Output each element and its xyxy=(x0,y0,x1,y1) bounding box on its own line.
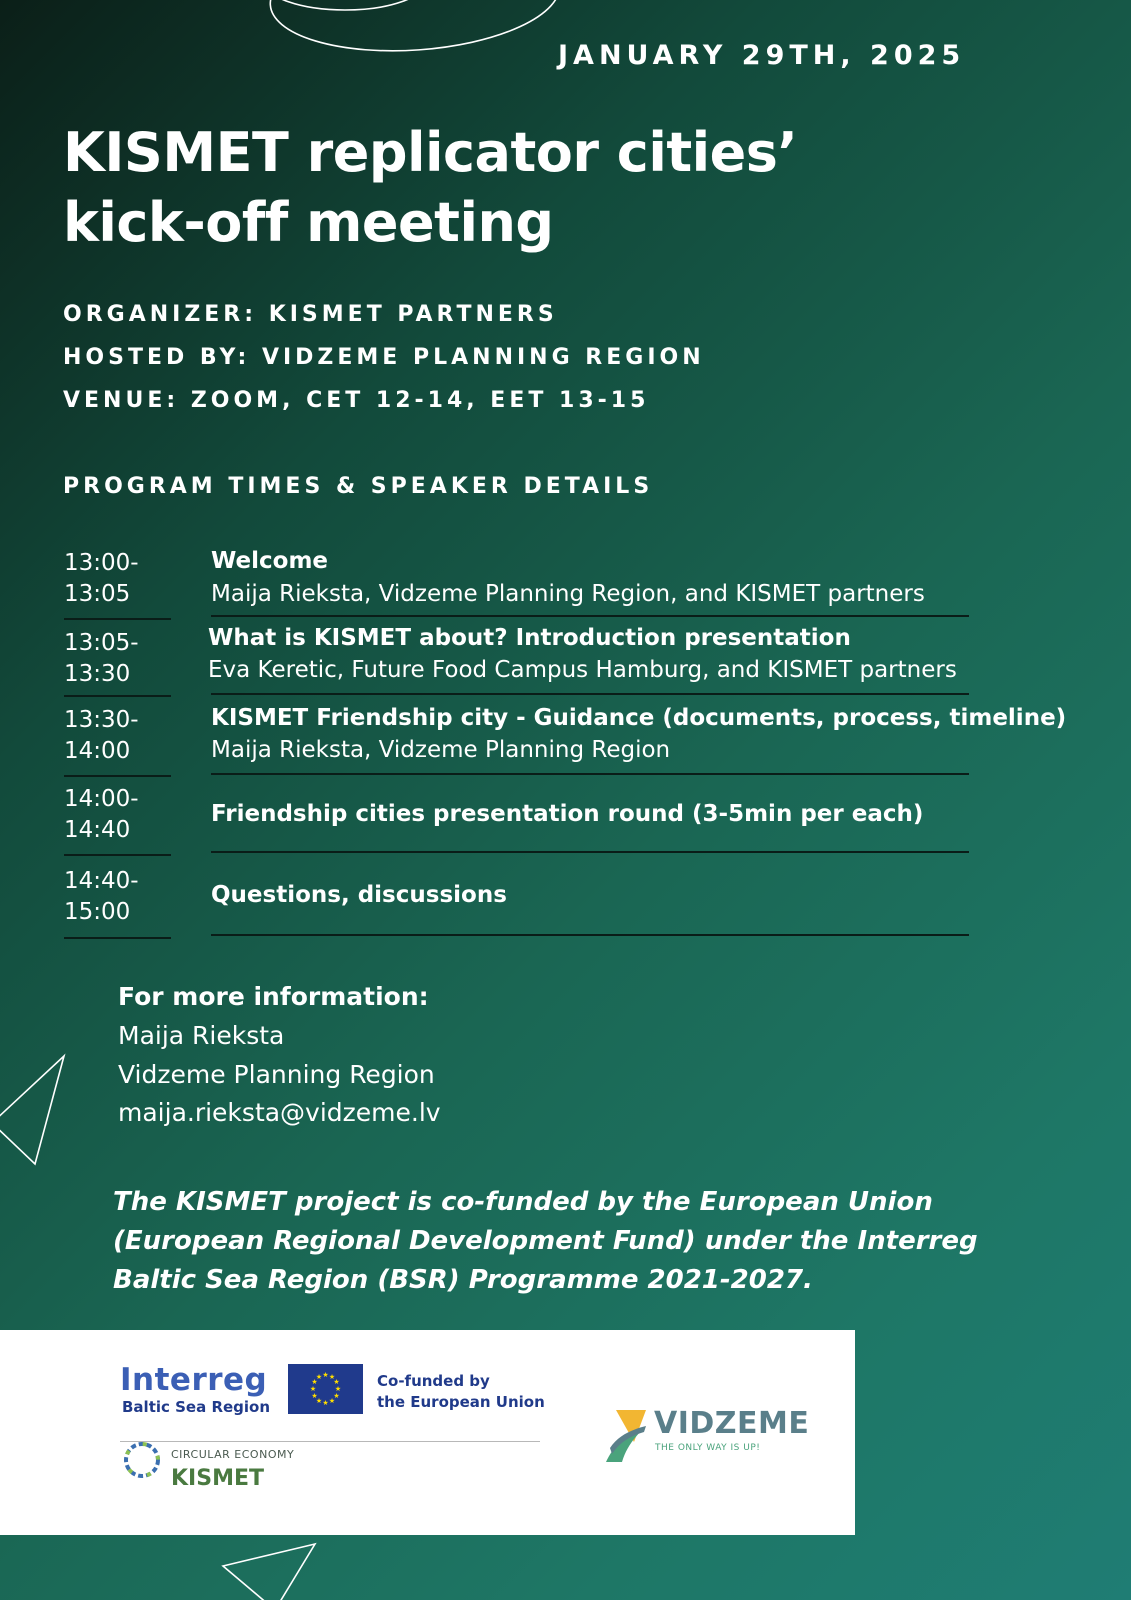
time-divider xyxy=(64,775,171,777)
title-line-1: KISMET replicator cities’ xyxy=(63,121,798,184)
funding-note: The KISMET project is co-funded by the European Union (European Regional Development Fund) under the Interreg Baltic Sea Region (BSR) Programme 2021-2027. xyxy=(113,1187,978,1295)
time-end: 14:00 xyxy=(64,738,131,764)
cofunded-line-2: the European Union xyxy=(377,1393,545,1411)
row-divider xyxy=(211,773,969,775)
svg-text:★: ★ xyxy=(333,1378,340,1386)
eu-stars-icon xyxy=(288,1364,363,1414)
circular-economy-label: CIRCULAR ECONOMY xyxy=(171,1448,295,1461)
circular-economy-icon xyxy=(120,1438,164,1482)
program-topic: What is KISMET about? Introduction presentation xyxy=(208,625,851,651)
contact-name: Maija Rieksta xyxy=(118,1021,285,1050)
time-end: 14:40 xyxy=(64,817,131,843)
interreg-logo-subtitle: Baltic Sea Region xyxy=(122,1398,271,1416)
contact-email[interactable]: maija.rieksta@vidzeme.lv xyxy=(118,1098,441,1127)
vidzeme-logo-text: VIDZEME xyxy=(654,1406,810,1441)
cofunded-line-1: Co-funded by xyxy=(377,1372,490,1390)
organizer: ORGANIZER: KISMET PARTNERS xyxy=(63,302,558,327)
time-start: 13:30- xyxy=(64,707,139,733)
time-divider xyxy=(64,695,171,697)
svg-text:★: ★ xyxy=(328,1373,336,1381)
svg-text:★: ★ xyxy=(311,1378,318,1386)
interreg-logo-text: Interreg xyxy=(120,1362,268,1398)
ellipse-outline-decoration xyxy=(250,0,570,65)
kismet-logo-text: KISMET xyxy=(171,1466,265,1491)
svg-text:★: ★ xyxy=(309,1385,317,1393)
program-topic: KISMET Friendship city - Guidance (documents, process, timeline) xyxy=(211,705,1067,731)
time-divider xyxy=(64,618,171,620)
contact-organization: Vidzeme Planning Region xyxy=(118,1060,435,1089)
vidzeme-tagline: THE ONLY WAY IS UP! xyxy=(655,1443,761,1453)
svg-text:★: ★ xyxy=(315,1397,323,1405)
svg-text:★: ★ xyxy=(334,1385,342,1393)
program-time xyxy=(64,705,139,767)
time-end: 15:00 xyxy=(64,899,131,925)
row-divider xyxy=(211,693,969,695)
program-time xyxy=(64,866,139,928)
svg-text:★: ★ xyxy=(322,1399,329,1407)
eu-flag-icon xyxy=(288,1364,363,1414)
time-divider xyxy=(64,854,171,856)
vidzeme-logo-icon xyxy=(604,1408,650,1464)
program-topic: Questions, discussions xyxy=(211,882,507,908)
row-divider xyxy=(211,934,969,936)
svg-text:★: ★ xyxy=(333,1392,340,1400)
svg-text:★: ★ xyxy=(328,1397,336,1405)
title-line-2: kick-off meeting xyxy=(63,191,554,254)
program-topic: Friendship cities presentation round (3-5min per each) xyxy=(211,801,924,827)
program-time xyxy=(64,784,139,846)
program-topic: Welcome xyxy=(211,548,329,574)
triangle-outline-left-decoration xyxy=(0,1050,70,1170)
hosted-by: HOSTED BY: VIDZEME PLANNING REGION xyxy=(63,345,705,370)
program-speaker: Maija Rieksta, Vidzeme Planning Region xyxy=(211,737,671,763)
event-date: JANUARY 29TH, 2025 xyxy=(558,40,966,71)
time-start: 14:40- xyxy=(64,868,139,894)
logo-divider xyxy=(120,1441,540,1442)
program-time xyxy=(64,628,139,690)
program-speaker: Maija Rieksta, Vidzeme Planning Region, and KISMET partners xyxy=(211,581,925,607)
program-heading: PROGRAM TIMES & SPEAKER DETAILS xyxy=(63,474,654,499)
time-end: 13:05 xyxy=(64,581,131,607)
time-divider xyxy=(64,937,171,939)
svg-text:★: ★ xyxy=(322,1371,329,1379)
row-divider xyxy=(211,851,969,853)
info-heading: For more information: xyxy=(118,982,429,1011)
time-end: 13:30 xyxy=(64,661,131,687)
program-time xyxy=(64,548,139,610)
venue: VENUE: ZOOM, CET 12-14, EET 13-15 xyxy=(63,388,650,413)
page-title xyxy=(63,118,797,258)
svg-text:★: ★ xyxy=(315,1373,323,1381)
cofunded-label xyxy=(377,1371,545,1413)
program-speaker: Eva Keretic, Future Food Campus Hamburg, and KISMET partners xyxy=(208,657,957,683)
svg-text:★: ★ xyxy=(311,1392,318,1400)
row-divider xyxy=(211,615,969,617)
time-start: 14:00- xyxy=(64,786,139,812)
time-start: 13:05- xyxy=(64,630,139,656)
time-start: 13:00- xyxy=(64,550,139,576)
triangle-outline-bottom-decoration xyxy=(215,1540,325,1600)
